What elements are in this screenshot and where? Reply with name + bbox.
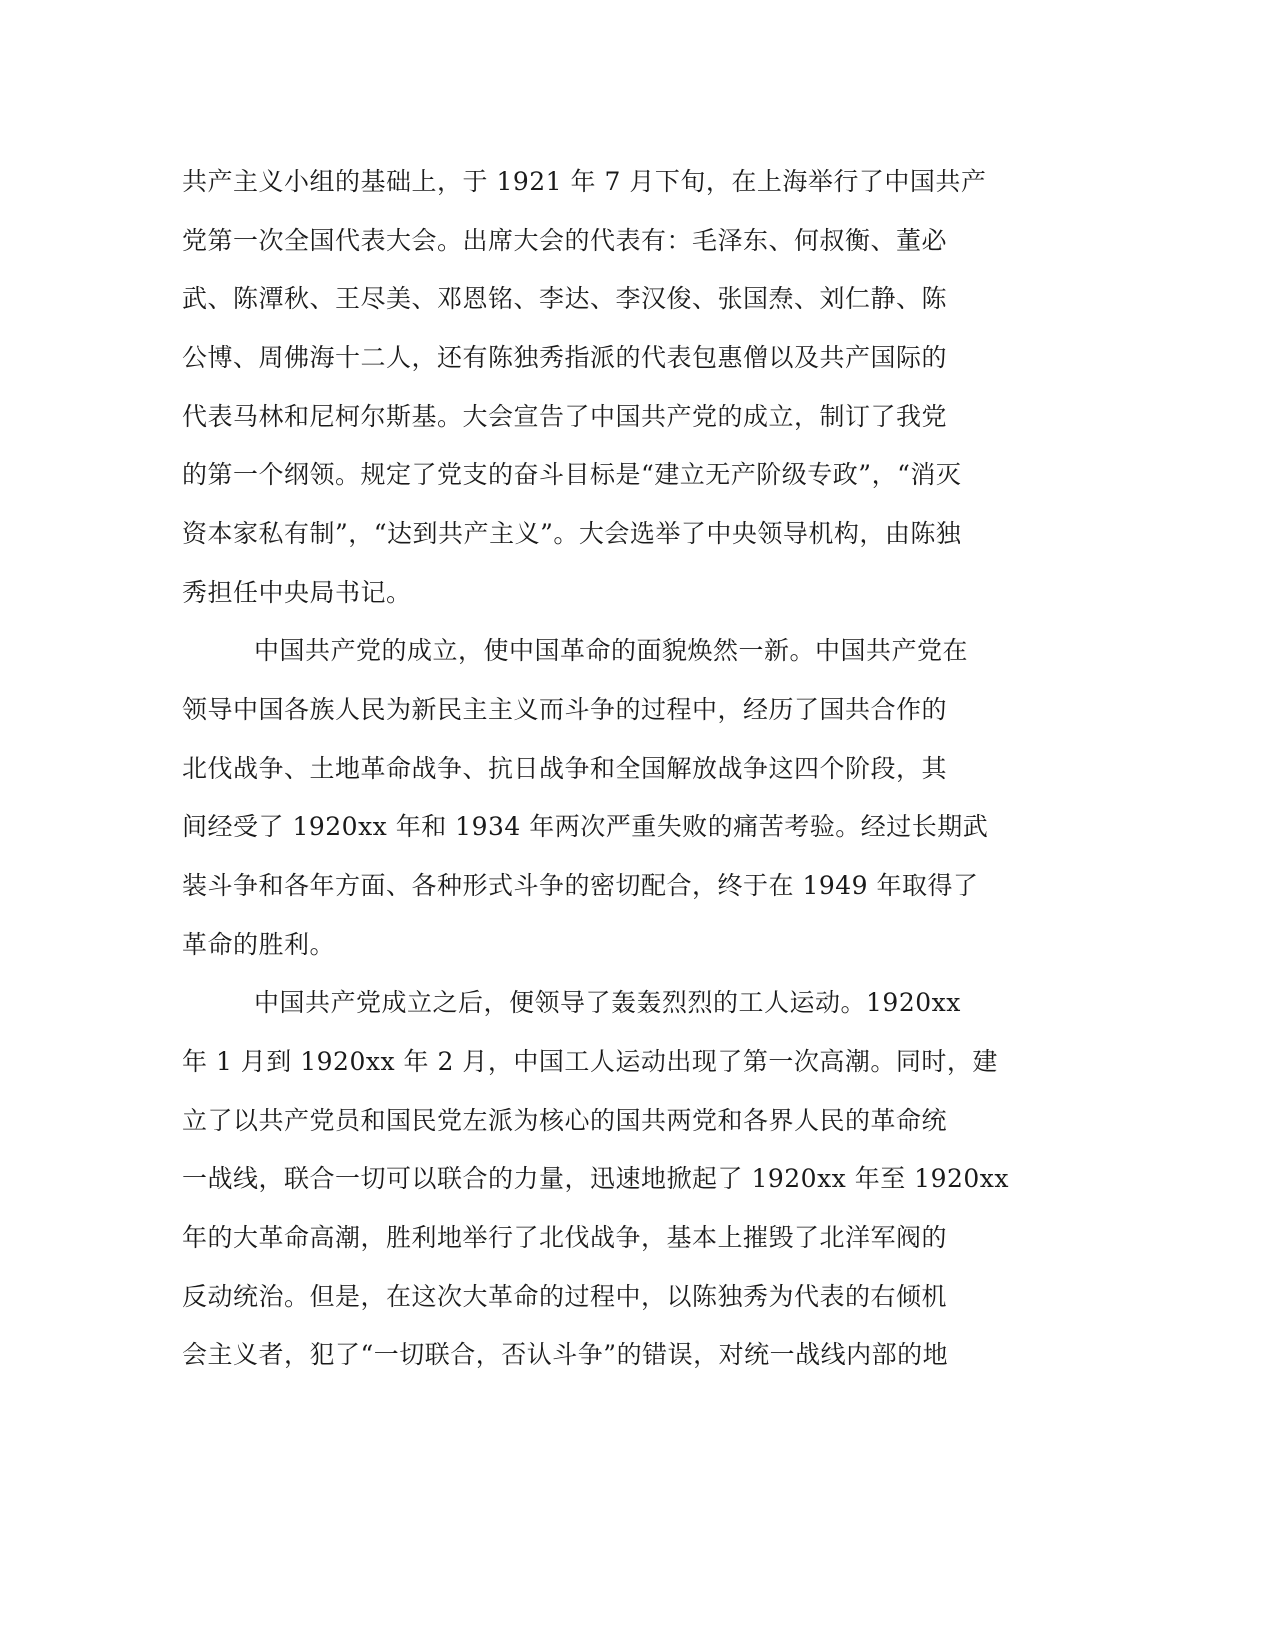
text-line: 装斗争和各年方面、各种形式斗争的密切配合，终于在 1949 年取得了 — [182, 871, 979, 900]
text-line: 党第一次全国代表大会。出席大会的代表有：毛泽东、何叔衡、董必 — [182, 226, 948, 255]
text-line: 共产主义小组的基础上，于 1921 年 7 月下旬，在上海举行了中国共产 — [182, 167, 987, 196]
text-line: 武、陈潭秋、王尽美、邓恩铭、李达、李汉俊、张国焘、刘仁静、陈 — [182, 284, 948, 313]
text-line: 间经受了 1920xx 年和 1934 年两次严重失败的痛苦考验。经过长期武 — [182, 812, 989, 841]
text-line: 公博、周佛海十二人，还有陈独秀指派的代表包惠僧以及共产国际的 — [182, 343, 948, 372]
text-line: 代表马林和尼柯尔斯基。大会宣告了中国共产党的成立，制订了我党 — [182, 402, 948, 431]
text-line: 北伐战争、土地革命战争、抗日战争和全国解放战争这四个阶段，其 — [182, 754, 948, 783]
text-line: 年 1 月到 1920xx 年 2 月，中国工人运动出现了第一次高潮。同时，建 — [182, 1047, 998, 1076]
text-line: 反动统治。但是，在这次大革命的过程中，以陈独秀为代表的右倾机 — [182, 1282, 948, 1311]
text-line-indented: 中国共产党成立之后，便领导了轰轰烈烈的工人运动。1920xx — [254, 988, 961, 1017]
text-line: 秀担任中央局书记。 — [182, 578, 412, 607]
text-line: 会主义者，犯了“一切联合，否认斗争”的错误，对统一战线内部的地 — [182, 1340, 949, 1369]
text-line: 一战线，联合一切可以联合的力量，迅速地掀起了 1920xx 年至 1920xx — [182, 1164, 1009, 1193]
text-line: 年的大革命高潮，胜利地举行了北伐战争，基本上摧毁了北洋军阀的 — [182, 1223, 948, 1252]
text-line-indented: 中国共产党的成立，使中国革命的面貌焕然一新。中国共产党在 — [254, 636, 969, 665]
text-line: 革命的胜利。 — [182, 930, 336, 959]
text-line: 的第一个纲领。规定了党支的奋斗目标是“建立无产阶级专政”，“消灭 — [182, 460, 962, 489]
text-line: 领导中国各族人民为新民主主义而斗争的过程中，经历了国共合作的 — [182, 695, 948, 724]
text-line: 立了以共产党员和国民党左派为核心的国共两党和各界人民的革命统 — [182, 1106, 948, 1135]
text-line: 资本家私有制”，“达到共产主义”。大会选举了中央领导机构，由陈独 — [182, 519, 962, 548]
